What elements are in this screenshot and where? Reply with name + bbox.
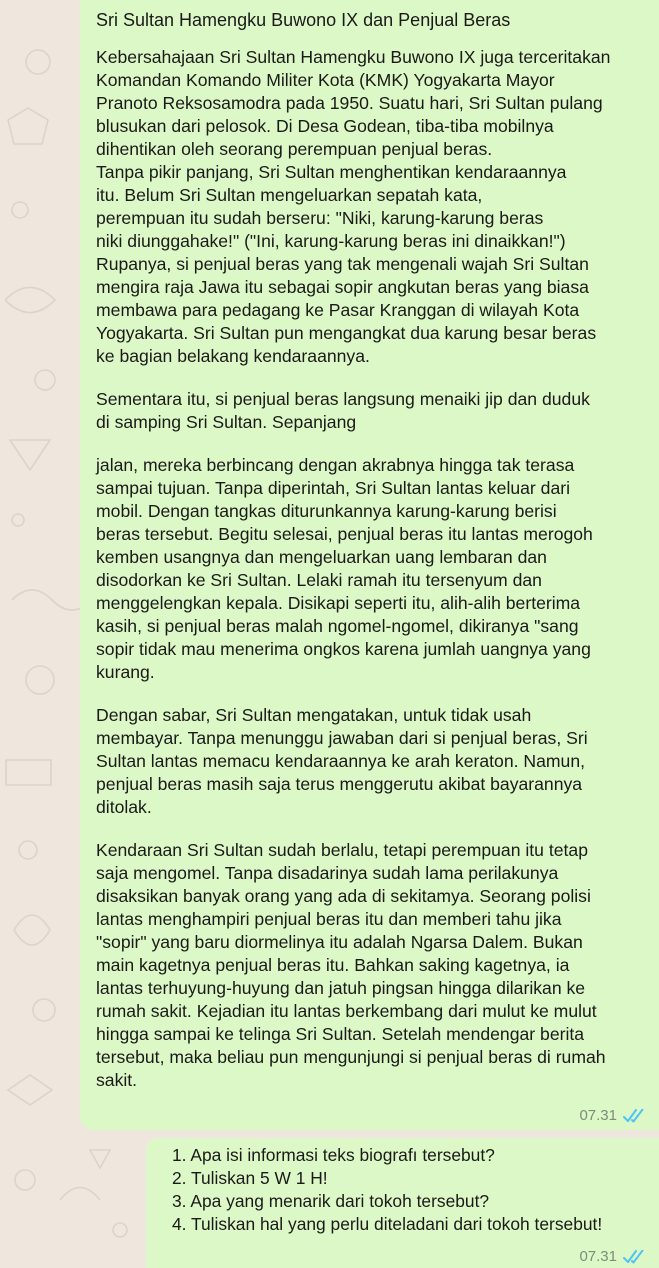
double-check-read-icon: [623, 1109, 647, 1123]
message-paragraph: Sementara itu, si penjual beras langsung menaiki jip dan duduk di samping Sri Sultan. Sepanjang: [96, 389, 590, 432]
message-meta: [579, 1107, 647, 1124]
message-paragraph: Kendaraan Sri Sultan sudah berlalu, tetapi perempuan itu tetap saja mengomel. Tanpa disadarinya sudah lama perilakunya disaksikan banyak orang yang ada di sekitamya. Seorang polisi lantas menghampiri penjual beras itu dan memberi tahu jika "sopir" yang baru diormelinya itu adalah Ngarsa Dalem. Bukan main kagetnya penjual beras itu. Bahkan saking kagetnya, ia lantas terhuyung-huyung dan jatuh pingsan hingga dilarikan ke rumah sakit. Kejadian itu lantas berkembang dari mulut ke mulut hingga sampai ke telinga Sri Sultan. Setelah mendengar berita tersebut, maka beliau pun mengunjungi si penjual beras di rumah sakit.: [96, 840, 606, 1090]
message-timestamp: 07.31: [579, 1107, 617, 1124]
message-meta: [579, 1248, 647, 1265]
message-timestamp: 07.31: [579, 1248, 617, 1265]
message-paragraph: jalan, mereka berbincang dengan akrabnya hingga tak terasa sampai tujuan. Tanpa diperintah, Sri Sultan lantas keluar dari mobil. Dengan tangkas diturunkannya karung-karung berisi beras tersebut. Begitu selesai, penjual beras itu lantas merogoh kemben usangnya dan mengeluarkan uang lembaran dan disodorkan ke Sri Sultan. Lelaki ramah itu tersenyum dan menggelengkan kepala. Disikapi seperti itu, alih-alih berterima kasih, si penjual beras malah ngomel-ngomel, dikiranya "sang sopir tidak mau menerima ongkos karena jumlah uangnya yang kurang.: [96, 455, 593, 682]
message-title: Sri Sultan Hamengku Buwono IX dan Penjual Beras: [96, 10, 511, 30]
question-item: 3. Apa yang menarik dari tokoh tersebut?: [172, 1191, 490, 1211]
question-list: [172, 1144, 651, 1236]
message-bubble-outgoing[interactable]: [146, 1138, 659, 1268]
message-paragraph: Dengan sabar, Sri Sultan mengatakan, untuk tidak usah membayar. Tanpa menunggu jawaban dari si penjual beras, Sri Sultan lantas memacu kendaraannya ke arah keraton. Namun, penjual beras masih saja terus menggerutu akibat bayarannya ditolak.: [96, 705, 588, 817]
question-item: 1. Apa isi informasi teks biografı tersebut?: [172, 1145, 495, 1165]
double-check-read-icon: [623, 1250, 647, 1264]
message-paragraph: Kebersahajaan Sri Sultan Hamengku Buwono IX juga terceritakan Komandan Komando Militer Kota (KMK) Yogyakarta Mayor Pranoto Reksosamodra pada 1950. Suatu hari, Sri Sultan pulang blusukan dari pelosok. Di Desa Godean, tiba-tiba mobilnya dihentikan oleh seorang perempuan penjual beras. Tanpa pikir panjang, Sri Sultan menghentikan kendaraannya itu. Belum Sri Sultan mengeluarkan sepatah kata, perempuan itu sudah berseru: "Niki, karung-karung beras niki diunggahake!" ("Ini, karung-karung beras ini dinaikkan!") Rupanya, si penjual beras yang tak mengenali wajah Sri Sultan mengira raja Jawa itu sebagai sopir angkutan beras yang biasa membawa para pedagang ke Pasar Kranggan di wilayah Kota Yogyakarta. Sri Sultan pun mengangkat dua karung besar beras ke bagian belakang kendaraannya.: [96, 47, 611, 366]
question-item: 2. Tuliskan 5 W 1 H!: [172, 1168, 328, 1188]
message-bubble-outgoing[interactable]: [80, 0, 659, 1130]
question-item: 4. Tuliskan hal yang perlu diteladani dari tokoh tersebut!: [172, 1214, 603, 1234]
